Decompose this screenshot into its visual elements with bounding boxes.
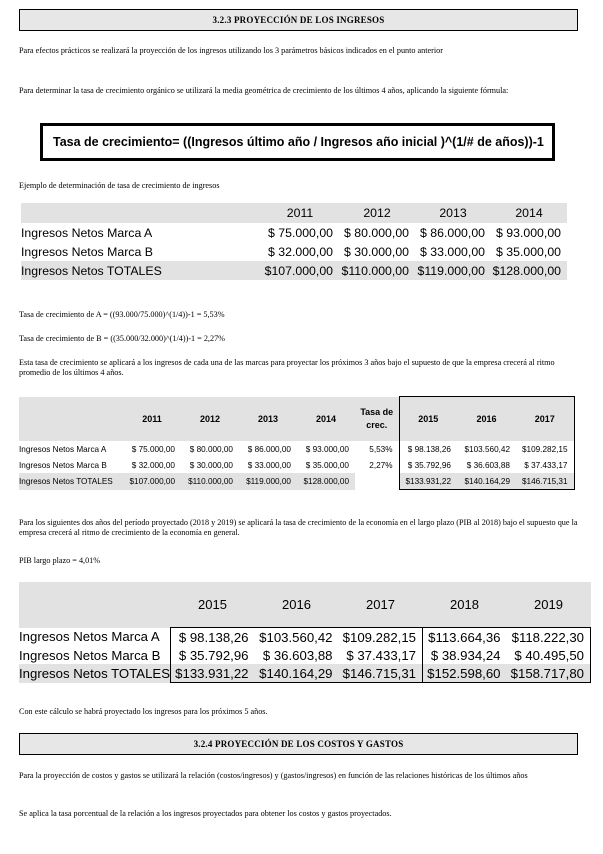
header-cell (19, 582, 171, 628)
header-cell: 2011 (123, 397, 181, 442)
header-cell: 2013 (415, 203, 491, 223)
header-cell (21, 203, 261, 223)
table-row (19, 457, 574, 473)
table-row (19, 628, 591, 647)
table-cell: $133.931,22 (399, 473, 457, 490)
table-cell: $128.000,00 (491, 261, 567, 280)
five-year-projection-table (19, 582, 591, 683)
table-total-row (19, 473, 574, 490)
header-cell (19, 397, 123, 442)
row-label: Ingresos Netos TOTALES (19, 473, 123, 490)
income-history-table (21, 203, 567, 280)
table-cell: $ 36.603,88 (262, 647, 333, 663)
header-cell: 2012 (181, 397, 239, 442)
table-cell: $107.000,00 (261, 261, 339, 280)
table-header-row (21, 203, 567, 223)
table-cell: $110.000,00 (181, 473, 239, 490)
row-label: Ingresos Netos Marca B (21, 244, 153, 259)
table-cell: $ 80.000,00 (189, 444, 233, 454)
table-cell: $109.282,15 (339, 628, 423, 647)
table-cell: $118.222,30 (507, 628, 591, 647)
header-cell: 2013 (239, 397, 297, 442)
table-cell: $ 98.138,26 (171, 628, 255, 647)
paragraph-cost-apply: Se aplica la tasa porcentual de la relación a los ingresos proyectados para obtener los costos y gastos proyectados. (19, 809, 392, 818)
table-cell: $ 32.000,00 (268, 244, 333, 259)
header-cell: 2014 (297, 397, 355, 442)
table-cell: $119.000,00 (239, 473, 297, 490)
table-cell: $109.282,15 (516, 441, 574, 457)
table-cell: $107.000,00 (123, 473, 181, 490)
row-label: Ingresos Netos Marca A (19, 629, 160, 645)
table-cell: $ 35.792,96 (399, 457, 457, 473)
paragraph-conclusion: Con este cálculo se habrá proyectado los ingresos para los próximos 5 años. (19, 707, 268, 716)
header-cell: 2015 (171, 582, 255, 628)
row-label: Ingresos Netos Marca A (21, 225, 153, 240)
section-heading-ingresos: 3.2.3 PROYECCIÓN DE LOS INGRESOS (19, 9, 578, 31)
table-cell: $ 33.000,00 (420, 244, 485, 259)
table-row (21, 242, 567, 261)
table-row (21, 223, 567, 242)
table-cell (355, 473, 399, 490)
table-cell: $140.164,29 (255, 664, 339, 683)
growth-rate-a: Tasa de crecimiento de A = ((93.000/75.000)^(1/4))-1 = 5,53% (19, 310, 225, 319)
table-cell: $ 75.000,00 (131, 444, 175, 454)
table-cell: $128.000,00 (297, 473, 355, 490)
header-cell: 2012 (339, 203, 415, 223)
header-cell: 2016 (255, 582, 339, 628)
table-cell: $110.000,00 (339, 261, 415, 280)
table-cell: $ 86.000,00 (247, 444, 291, 454)
table-total-row (19, 664, 591, 683)
table-cell: $ 36.603,88 (466, 460, 510, 470)
table-cell: $119.000,00 (415, 261, 491, 280)
paragraph-intro: Para efectos prácticos se realizará la proyección de los ingresos utilizando los 3 parámetros básicos indicados en el punto anterior (19, 46, 444, 55)
example-title: Ejemplo de determinación de tasa de crecimiento de ingresos (19, 181, 220, 190)
header-cell: 2017 (339, 582, 423, 628)
row-label: Ingresos Netos Marca A (19, 444, 107, 454)
table-cell: $ 93.000,00 (496, 225, 561, 240)
header-cell: 2017 (516, 397, 574, 442)
table-cell: $ 40.495,50 (507, 646, 591, 664)
row-label: Ingresos Netos Marca B (19, 460, 107, 470)
table-cell: $ 35.792,96 (171, 646, 255, 664)
table-cell: $133.931,22 (171, 664, 255, 683)
table-cell: $ 37.433,17 (516, 457, 574, 473)
header-cell: 2011 (261, 203, 339, 223)
income-projection-table (19, 396, 575, 490)
table-header-row (19, 582, 591, 628)
table-cell: $103.560,42 (255, 628, 339, 647)
table-cell: $152.598,60 (423, 664, 507, 683)
table-cell: $ 86.000,00 (420, 225, 485, 240)
table-cell: $ 37.433,17 (339, 646, 423, 664)
pib-rate: PIB largo plazo = 4,01% (19, 556, 101, 565)
table-cell: $ 30.000,00 (189, 460, 233, 470)
table-cell: $140.164,29 (457, 473, 516, 490)
table-cell: $113.664,36 (423, 628, 507, 647)
table-cell: $ 30.000,00 (344, 244, 409, 259)
table-cell: $ 35.000,00 (496, 244, 561, 259)
table-row (19, 646, 591, 664)
table-header-row (19, 397, 574, 442)
paragraph-cost-method: Para la proyección de costos y gastos se utilizará la relación (costos/ingresos) y (gastos/ingresos) en función de las relaciones históricas de los últimos años (19, 771, 528, 780)
header-cell: 2018 (423, 582, 507, 628)
table-cell: $103.560,42 (464, 444, 510, 454)
header-cell: Tasa de crec. (355, 397, 399, 442)
header-cell: 2015 (399, 397, 457, 442)
header-cell: 2014 (491, 203, 567, 223)
paragraph-projection: Esta tasa de crecimiento se aplicará a los ingresos de cada una de las marcas para proyectar los próximos 3 años bajo el supuesto de que la empresa crecerá al ritmo promedio de los últimos 4 años. (19, 358, 555, 377)
section-heading-costos: 3.2.4 PROYECCIÓN DE LOS COSTOS Y GASTOS (19, 733, 578, 755)
table-cell: 2,27% (369, 460, 393, 470)
header-cell: 2016 (457, 397, 516, 442)
growth-rate-b: Tasa de crecimiento de B = ((35.000/32.000)^(1/4))-1 = 2,27% (19, 334, 225, 343)
table-cell: $158.717,80 (507, 664, 591, 683)
table-cell: $ 75.000,00 (268, 225, 333, 240)
table-cell: $ 33.000,00 (247, 460, 291, 470)
paragraph-growth-method: Para determinar la tasa de crecimiento orgánico se utilizará la media geométrica de crecimiento de los últimos 4 años, aplicando la siguiente fórmula: (19, 86, 509, 95)
table-cell: $ 32.000,00 (131, 460, 175, 470)
table-cell: $ 93.000,00 (305, 444, 349, 454)
row-label: Ingresos Netos TOTALES (19, 665, 170, 681)
paragraph-long-term: Para los siguientes dos años del período proyectado (2018 y 2019) se aplicará la tasa de crecimiento de la economía en el largo plazo (PIB al 2018) bajo el supuesto que la empresa crecerá al ritmo de crecimiento de la economía en general. (19, 518, 578, 537)
table-cell: $ 38.934,24 (430, 647, 501, 663)
table-total-row (21, 261, 567, 280)
table-cell: $ 98.138,26 (399, 441, 457, 457)
table-cell: 5,53% (369, 444, 393, 454)
row-label: Ingresos Netos TOTALES (21, 261, 261, 280)
table-cell: $ 35.000,00 (305, 460, 349, 470)
table-cell: $146.715,31 (516, 473, 574, 490)
header-cell: 2019 (507, 582, 591, 628)
table-cell: $146.715,31 (339, 664, 423, 683)
row-label: Ingresos Netos Marca B (19, 647, 161, 663)
growth-formula-box: Tasa de crecimiento= ((Ingresos último año / Ingresos año inicial )^(1/# de años))-1 (40, 123, 555, 161)
table-row (19, 441, 574, 457)
table-cell: $ 80.000,00 (344, 225, 409, 240)
